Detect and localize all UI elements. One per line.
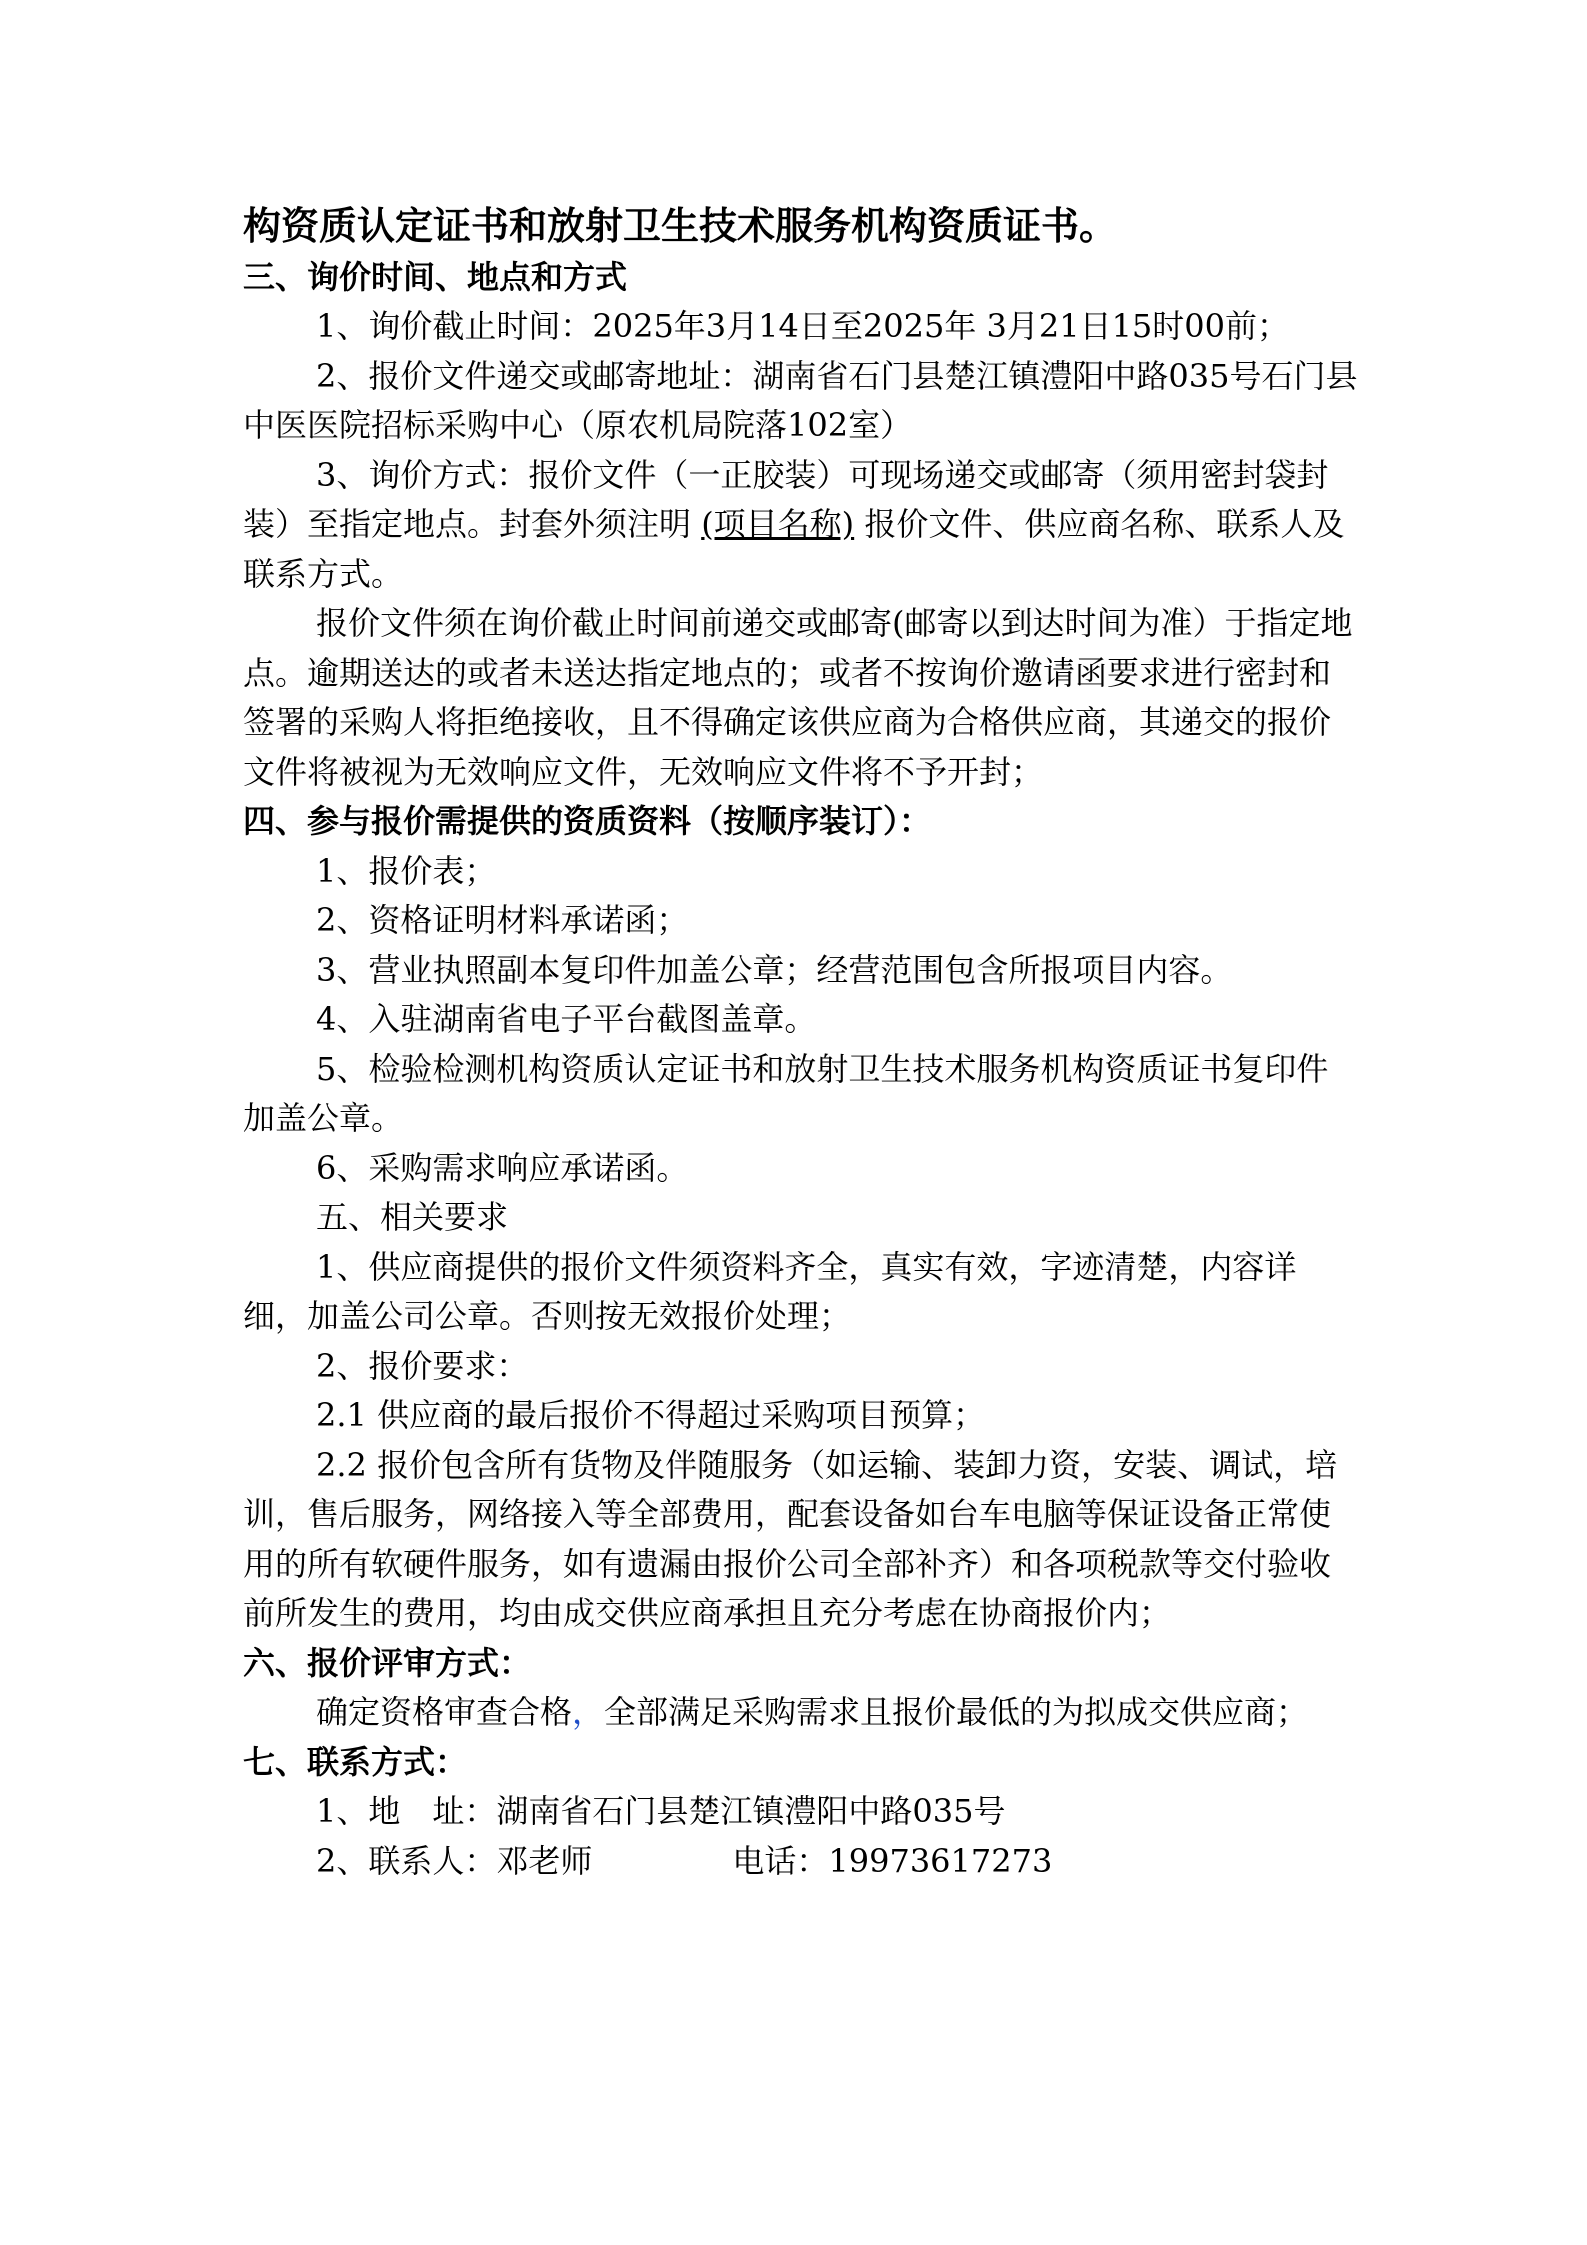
sec6-text: 确定资格审查合格 [316,1693,573,1731]
sec3-submission-rules: 报价文件须在询价截止时间前递交或邮寄(邮寄以到达时间为准）于指定地点。逾期送达的或者未送达指定地点的；或者不按询价邀请函要求进行密封和签署的采购人将拒绝接收，且不得确定该供应商为合格供应商，其递交的报价文件将被视为无效响应文件，无效响应文件将不予开封； [243,604,1353,791]
contact-line [243,1837,1358,1887]
sec6-comma: ， [572,1693,605,1731]
section-6-heading: 六、报价评审方式： [243,1643,532,1682]
intro-continuation: 构资质认定证书和放射卫生技术服务机构资质证书。 [243,203,1118,248]
sec3-method-text: 3、询价方式：报价文件（一正胶装）可现场递交或邮寄（须用密封袋封装）至指定地点。封套外须注明 [243,455,1329,543]
sec5-requirement: 1、供应商提供的报价文件须资料齐全，真实有效，字迹清楚，内容详细，加盖公司公章。否则按无效报价处理； [243,1247,1297,1335]
sec4-item: 2、资格证明材料承诺函； [316,901,689,939]
section-3-heading: 三、询价时间、地点和方式 [243,257,628,296]
sec3-method-tail: 报价文件、供应商名称、联系人及联系方式。 [243,505,1345,593]
sec3-method [243,451,1358,600]
sec3-deadline: 1、询价截止时间：2025年3月14日至2025年 3月21日15时00前； [316,307,1290,345]
document-body [243,201,1358,1886]
sec4-item: 1、报价表； [316,851,497,890]
section-5-heading: 五、相关要求 [316,1198,509,1236]
sec4-item: 4、入驻湖南省电子平台截图盖章。 [316,1000,817,1038]
sec5-quote-requirements: 2、报价要求： [316,1346,529,1385]
sec3-address: 2、报价文件递交或邮寄地址：湖南省石门县楚江镇澧阳中路035号石门县中医医院招标采购中心（原农机局院落102室） [243,356,1358,444]
sec6-text-tail: 全部满足采购需求且报价最低的为拟成交供应商； [604,1693,1309,1731]
sec6-evaluation [243,1688,1358,1738]
sec5-item-2-2: 2.2 报价包含所有货物及伴随服务（如运输、装卸力资，安装、调试，培训，售后服务，网络接入等全部费用，配套设备如台车电脑等保证设备正常使用的所有软硬件服务，如有遗漏由报价公司全部补齐）和各项税款等交付验收前所发生的费用，均由成交供应商承担且充分考虑在协商报价内； [243,1445,1338,1632]
sec4-item: 3、营业执照副本复印件加盖公章；经营范围包含所报项目内容。 [316,950,1233,989]
contact-phone: 电话：19973617273 [732,1841,1053,1880]
section-7-heading: 七、联系方式： [243,1742,468,1781]
project-name-placeholder: (项目名称) [701,505,855,543]
section-4-heading: 四、参与报价需提供的资质资料（按顺序装订）： [243,802,932,840]
sec5-item-2-1: 2.1 供应商的最后报价不得超过采购项目预算； [316,1396,986,1434]
sec4-item: 6、采购需求响应承诺函。 [316,1148,689,1187]
sec4-item: 5、检验检测机构资质认定证书和放射卫生技术服务机构资质证书复印件加盖公章。 [243,1049,1329,1137]
contact-person: 2、联系人：邓老师 [316,1841,593,1880]
contact-address: 1、地 址：湖南省石门县楚江镇澧阳中路035号 [316,1792,1006,1830]
